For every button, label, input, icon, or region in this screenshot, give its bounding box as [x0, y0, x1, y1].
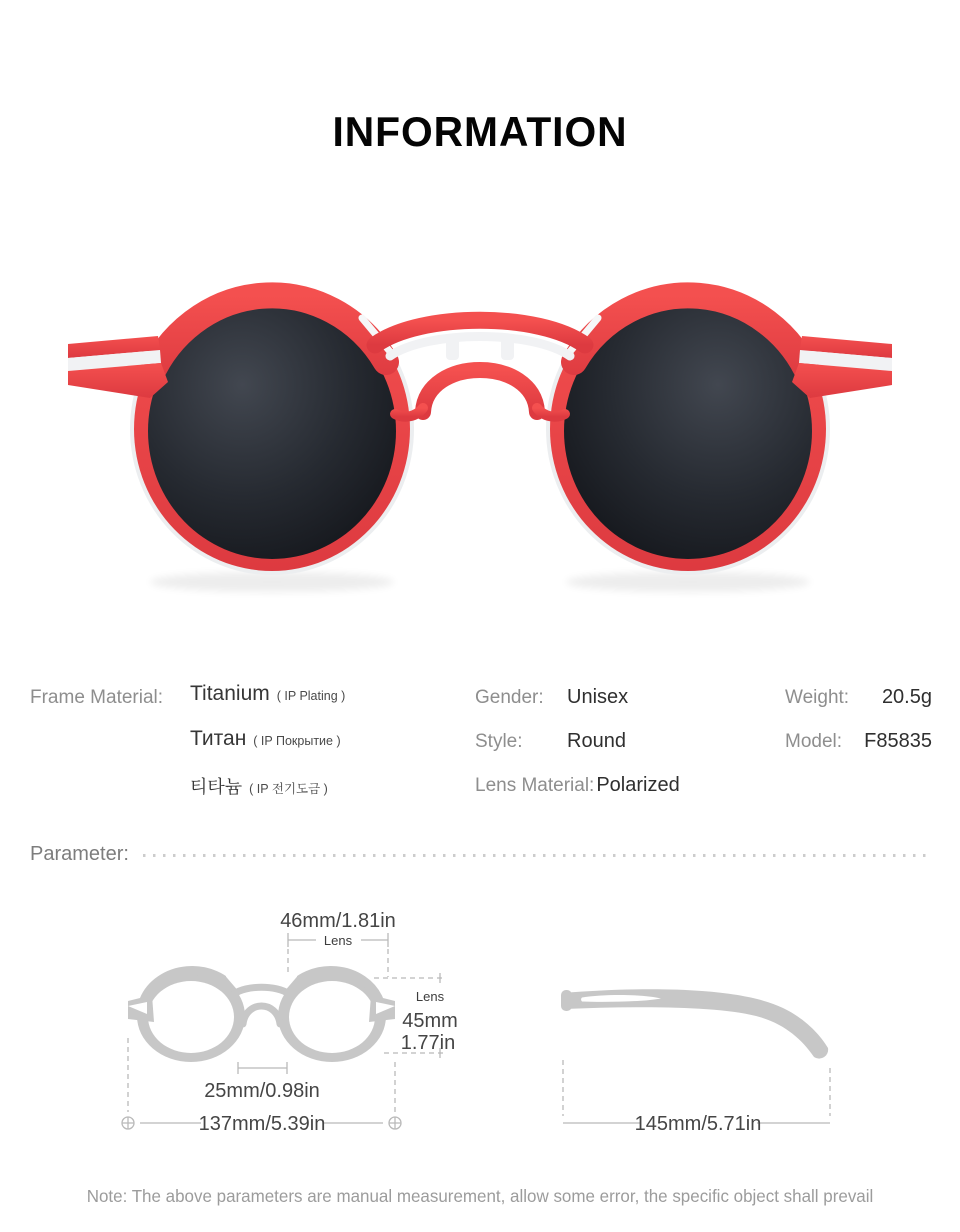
frame-material-value-ru: Титан	[190, 727, 247, 750]
parameter-diagram	[0, 890, 960, 1150]
bridge-dimension	[238, 1062, 287, 1074]
gender-row	[475, 686, 628, 709]
weight-row	[785, 686, 932, 709]
product-photo	[0, 250, 960, 620]
lens-material-row	[475, 774, 680, 797]
front-view-diagram	[128, 970, 395, 1062]
lens-material-label: Lens Material:	[475, 775, 595, 796]
bridge-white-post-right	[501, 338, 514, 360]
lens-width-label: Lens	[323, 933, 353, 948]
gender-label: Gender:	[475, 687, 544, 708]
parameter-heading: Parameter:	[30, 843, 129, 865]
lens-height-label: Lens	[415, 989, 445, 1004]
gender-value: Unisex	[567, 686, 629, 708]
weight-label: Weight:	[785, 687, 850, 708]
page-title: INFORMATION	[332, 108, 628, 155]
frame-material-note-en: ( IP Plating )	[276, 689, 346, 703]
frame-material-note-ru: ( IP Покрытие )	[253, 734, 341, 748]
style-value: Round	[567, 730, 626, 752]
frame-material-label: Frame Material:	[30, 687, 164, 708]
model-value: F85835	[864, 730, 932, 752]
model-row	[785, 730, 932, 753]
frame-material-row-en	[190, 682, 345, 706]
left-lens-assembly	[68, 283, 414, 592]
bridge-width-value: 25mm/0.98in	[204, 1080, 320, 1102]
bridge-white-post-left	[446, 338, 459, 360]
model-label: Model:	[785, 731, 843, 752]
lens-material-value: Polarized	[596, 774, 680, 796]
style-row	[475, 730, 626, 753]
frame-material-value-kr: 티타늄	[190, 777, 243, 797]
dotted-divider	[143, 854, 929, 857]
frame-material-note-kr: ( IP 전기도금 )	[249, 782, 328, 796]
lens-width-value: 46mm/1.81in	[280, 910, 396, 932]
lens-height-mm: 45mm	[402, 1010, 458, 1032]
measurement-note: Note: The above parameters are manual measurement, allow some error, the specific object shall prevail	[86, 1186, 874, 1206]
weight-value: 20.5g	[881, 686, 932, 708]
frame-material-row-ru	[190, 727, 341, 751]
frame-width-value: 137mm/5.39in	[198, 1113, 326, 1135]
right-lens-assembly	[546, 283, 892, 592]
frame-material-row-kr	[190, 773, 328, 799]
nose-arch	[423, 370, 537, 412]
lens-height-in: 1.77in	[400, 1032, 456, 1054]
temple-length-value: 145mm/5.71in	[634, 1113, 762, 1135]
style-label: Style:	[475, 731, 523, 752]
temple-diagram	[561, 989, 828, 1058]
bridge-white-layer	[390, 337, 570, 357]
frame-material-value-en: Titanium	[190, 682, 270, 705]
